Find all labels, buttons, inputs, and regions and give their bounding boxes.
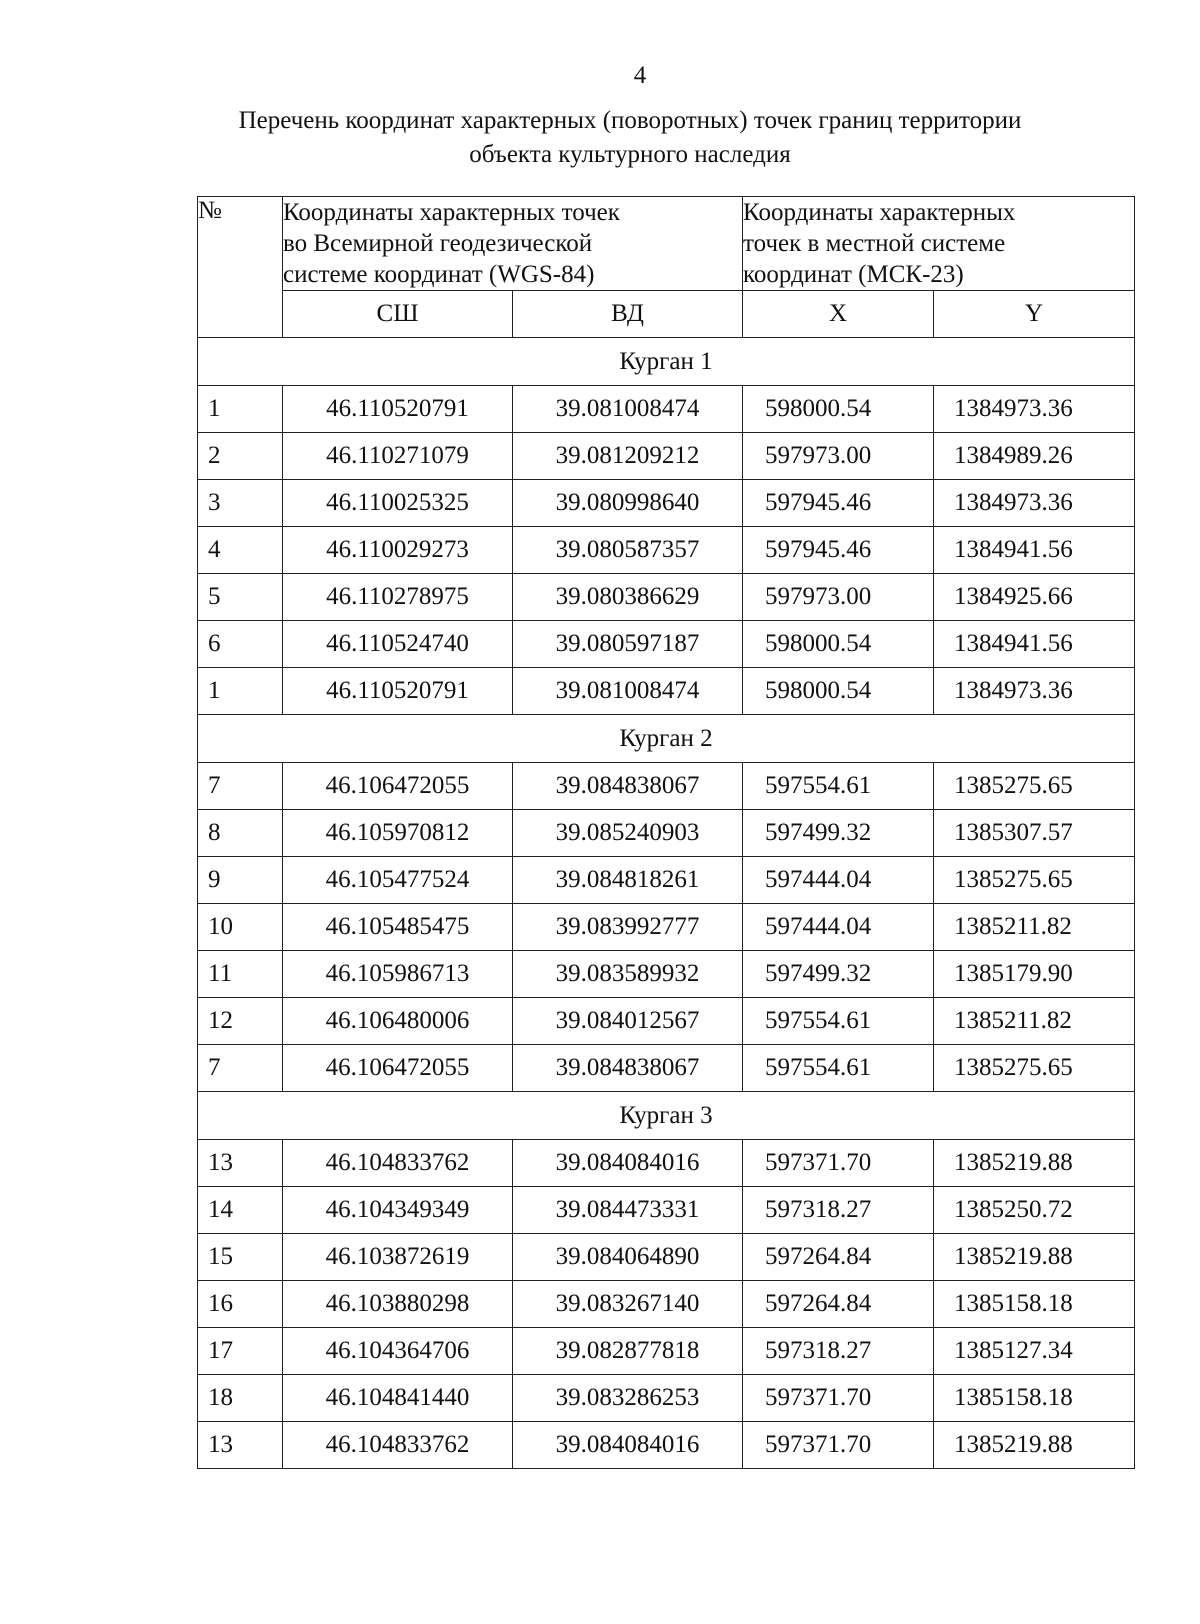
longitude-cell: 39.080587357 <box>513 527 743 574</box>
table-row <box>198 998 1135 1045</box>
y-coordinate-cell: 1384941.56 <box>934 527 1135 574</box>
x-coordinate-cell: 598000.54 <box>743 621 934 668</box>
latitude-cell: 46.104841440 <box>283 1375 513 1422</box>
table-row <box>198 480 1135 527</box>
longitude-cell: 39.084012567 <box>513 998 743 1045</box>
header-y: Y <box>934 291 1135 338</box>
x-coordinate-cell: 597499.32 <box>743 951 934 998</box>
point-number-cell: 15 <box>198 1234 283 1281</box>
latitude-cell: 46.103880298 <box>283 1281 513 1328</box>
latitude-cell: 46.104833762 <box>283 1422 513 1469</box>
latitude-cell: 46.110524740 <box>283 621 513 668</box>
table-row <box>198 1234 1135 1281</box>
longitude-cell: 39.080386629 <box>513 574 743 621</box>
longitude-cell: 39.082877818 <box>513 1328 743 1375</box>
section-title: Курган 2 <box>198 715 1135 763</box>
document-title <box>180 104 1080 172</box>
y-coordinate-cell: 1385127.34 <box>934 1328 1135 1375</box>
y-coordinate-cell: 1385158.18 <box>934 1281 1135 1328</box>
latitude-cell: 46.110278975 <box>283 574 513 621</box>
title-line-2: объекта культурного наследия <box>469 141 791 168</box>
table-body <box>198 338 1135 1469</box>
header-x: X <box>743 291 934 338</box>
x-coordinate-cell: 597945.46 <box>743 480 934 527</box>
point-number-cell: 12 <box>198 998 283 1045</box>
y-coordinate-cell: 1385219.88 <box>934 1234 1135 1281</box>
x-coordinate-cell: 598000.54 <box>743 668 934 715</box>
x-coordinate-cell: 597371.70 <box>743 1375 934 1422</box>
latitude-cell: 46.103872619 <box>283 1234 513 1281</box>
page-number: 4 <box>633 62 647 89</box>
latitude-cell: 46.104349349 <box>283 1187 513 1234</box>
point-number-cell: 7 <box>198 763 283 810</box>
y-coordinate-cell: 1385275.65 <box>934 1045 1135 1092</box>
latitude-cell: 46.110029273 <box>283 527 513 574</box>
y-coordinate-cell: 1384973.36 <box>934 386 1135 433</box>
point-number-cell: 5 <box>198 574 283 621</box>
longitude-cell: 39.083286253 <box>513 1375 743 1422</box>
latitude-cell: 46.105986713 <box>283 951 513 998</box>
header-msk23-line: Координаты характерных <box>743 199 1016 226</box>
table-row <box>198 433 1135 480</box>
y-coordinate-cell: 1384973.36 <box>934 668 1135 715</box>
table-row <box>198 763 1135 810</box>
point-number-cell: 17 <box>198 1328 283 1375</box>
table-row <box>198 668 1135 715</box>
x-coordinate-cell: 597499.32 <box>743 810 934 857</box>
y-coordinate-cell: 1385211.82 <box>934 904 1135 951</box>
y-coordinate-cell: 1385179.90 <box>934 951 1135 998</box>
header-msk23-group <box>743 197 1135 291</box>
table-header <box>198 197 1135 338</box>
x-coordinate-cell: 597371.70 <box>743 1140 934 1187</box>
point-number-cell: 7 <box>198 1045 283 1092</box>
section-title: Курган 3 <box>198 1092 1135 1140</box>
point-number-cell: 13 <box>198 1140 283 1187</box>
point-number-cell: 4 <box>198 527 283 574</box>
latitude-cell: 46.110520791 <box>283 386 513 433</box>
header-number: № <box>198 197 283 338</box>
x-coordinate-cell: 597264.84 <box>743 1234 934 1281</box>
latitude-cell: 46.110025325 <box>283 480 513 527</box>
header-longitude: ВД <box>513 291 743 338</box>
longitude-cell: 39.084064890 <box>513 1234 743 1281</box>
table-row <box>198 904 1135 951</box>
longitude-cell: 39.083589932 <box>513 951 743 998</box>
longitude-cell: 39.080597187 <box>513 621 743 668</box>
latitude-cell: 46.105970812 <box>283 810 513 857</box>
y-coordinate-cell: 1385158.18 <box>934 1375 1135 1422</box>
longitude-cell: 39.084838067 <box>513 763 743 810</box>
y-coordinate-cell: 1385219.88 <box>934 1140 1135 1187</box>
longitude-cell: 39.081008474 <box>513 668 743 715</box>
table-row <box>198 574 1135 621</box>
point-number-cell: 16 <box>198 1281 283 1328</box>
longitude-cell: 39.084473331 <box>513 1187 743 1234</box>
header-latitude: СШ <box>283 291 513 338</box>
header-msk23-line: точек в местной системе <box>743 230 1006 257</box>
table-row <box>198 386 1135 433</box>
header-wgs84-line: системе координат (WGS-84) <box>283 261 595 288</box>
latitude-cell: 46.110520791 <box>283 668 513 715</box>
y-coordinate-cell: 1384941.56 <box>934 621 1135 668</box>
longitude-cell: 39.084818261 <box>513 857 743 904</box>
x-coordinate-cell: 597371.70 <box>743 1422 934 1469</box>
x-coordinate-cell: 598000.54 <box>743 386 934 433</box>
y-coordinate-cell: 1384973.36 <box>934 480 1135 527</box>
header-wgs84-line: Координаты характерных точек <box>283 199 620 226</box>
x-coordinate-cell: 597554.61 <box>743 1045 934 1092</box>
header-wgs84-line: во Всемирной геодезической <box>283 230 593 257</box>
longitude-cell: 39.083992777 <box>513 904 743 951</box>
y-coordinate-cell: 1384925.66 <box>934 574 1135 621</box>
longitude-cell: 39.081008474 <box>513 386 743 433</box>
table-row <box>198 1187 1135 1234</box>
latitude-cell: 46.104833762 <box>283 1140 513 1187</box>
longitude-cell: 39.084084016 <box>513 1140 743 1187</box>
title-line-1: Перечень координат характерных (поворотных) точек границ территории <box>238 107 1022 134</box>
x-coordinate-cell: 597554.61 <box>743 763 934 810</box>
latitude-cell: 46.105485475 <box>283 904 513 951</box>
y-coordinate-cell: 1385219.88 <box>934 1422 1135 1469</box>
table-row <box>198 1140 1135 1187</box>
y-coordinate-cell: 1385275.65 <box>934 857 1135 904</box>
table-row <box>198 1045 1135 1092</box>
point-number-cell: 14 <box>198 1187 283 1234</box>
y-coordinate-cell: 1385307.57 <box>934 810 1135 857</box>
table-row <box>198 1328 1135 1375</box>
point-number-cell: 1 <box>198 668 283 715</box>
latitude-cell: 46.104364706 <box>283 1328 513 1375</box>
y-coordinate-cell: 1385275.65 <box>934 763 1135 810</box>
header-wgs84-group <box>283 197 743 291</box>
longitude-cell: 39.085240903 <box>513 810 743 857</box>
x-coordinate-cell: 597444.04 <box>743 857 934 904</box>
x-coordinate-cell: 597264.84 <box>743 1281 934 1328</box>
latitude-cell: 46.106480006 <box>283 998 513 1045</box>
point-number-cell: 9 <box>198 857 283 904</box>
table-row <box>198 527 1135 574</box>
point-number-cell: 3 <box>198 480 283 527</box>
y-coordinate-cell: 1384989.26 <box>934 433 1135 480</box>
x-coordinate-cell: 597318.27 <box>743 1328 934 1375</box>
table-row <box>198 1422 1135 1469</box>
x-coordinate-cell: 597973.00 <box>743 574 934 621</box>
table-row <box>198 810 1135 857</box>
header-msk23-line: координат (МСК-23) <box>743 261 964 288</box>
point-number-cell: 10 <box>198 904 283 951</box>
latitude-cell: 46.106472055 <box>283 1045 513 1092</box>
section-row <box>198 338 1135 386</box>
longitude-cell: 39.081209212 <box>513 433 743 480</box>
latitude-cell: 46.105477524 <box>283 857 513 904</box>
table-row <box>198 1375 1135 1422</box>
table-row <box>198 1281 1135 1328</box>
x-coordinate-cell: 597945.46 <box>743 527 934 574</box>
point-number-cell: 13 <box>198 1422 283 1469</box>
longitude-cell: 39.084084016 <box>513 1422 743 1469</box>
table-row <box>198 621 1135 668</box>
section-title: Курган 1 <box>198 338 1135 386</box>
point-number-cell: 11 <box>198 951 283 998</box>
x-coordinate-cell: 597973.00 <box>743 433 934 480</box>
section-row <box>198 715 1135 763</box>
longitude-cell: 39.080998640 <box>513 480 743 527</box>
latitude-cell: 46.106472055 <box>283 763 513 810</box>
section-row <box>198 1092 1135 1140</box>
x-coordinate-cell: 597444.04 <box>743 904 934 951</box>
latitude-cell: 46.110271079 <box>283 433 513 480</box>
coordinates-table <box>197 196 1135 1469</box>
x-coordinate-cell: 597318.27 <box>743 1187 934 1234</box>
table-row <box>198 951 1135 998</box>
longitude-cell: 39.084838067 <box>513 1045 743 1092</box>
point-number-cell: 8 <box>198 810 283 857</box>
table-row <box>198 857 1135 904</box>
y-coordinate-cell: 1385211.82 <box>934 998 1135 1045</box>
point-number-cell: 2 <box>198 433 283 480</box>
point-number-cell: 18 <box>198 1375 283 1422</box>
x-coordinate-cell: 597554.61 <box>743 998 934 1045</box>
point-number-cell: 6 <box>198 621 283 668</box>
longitude-cell: 39.083267140 <box>513 1281 743 1328</box>
y-coordinate-cell: 1385250.72 <box>934 1187 1135 1234</box>
point-number-cell: 1 <box>198 386 283 433</box>
